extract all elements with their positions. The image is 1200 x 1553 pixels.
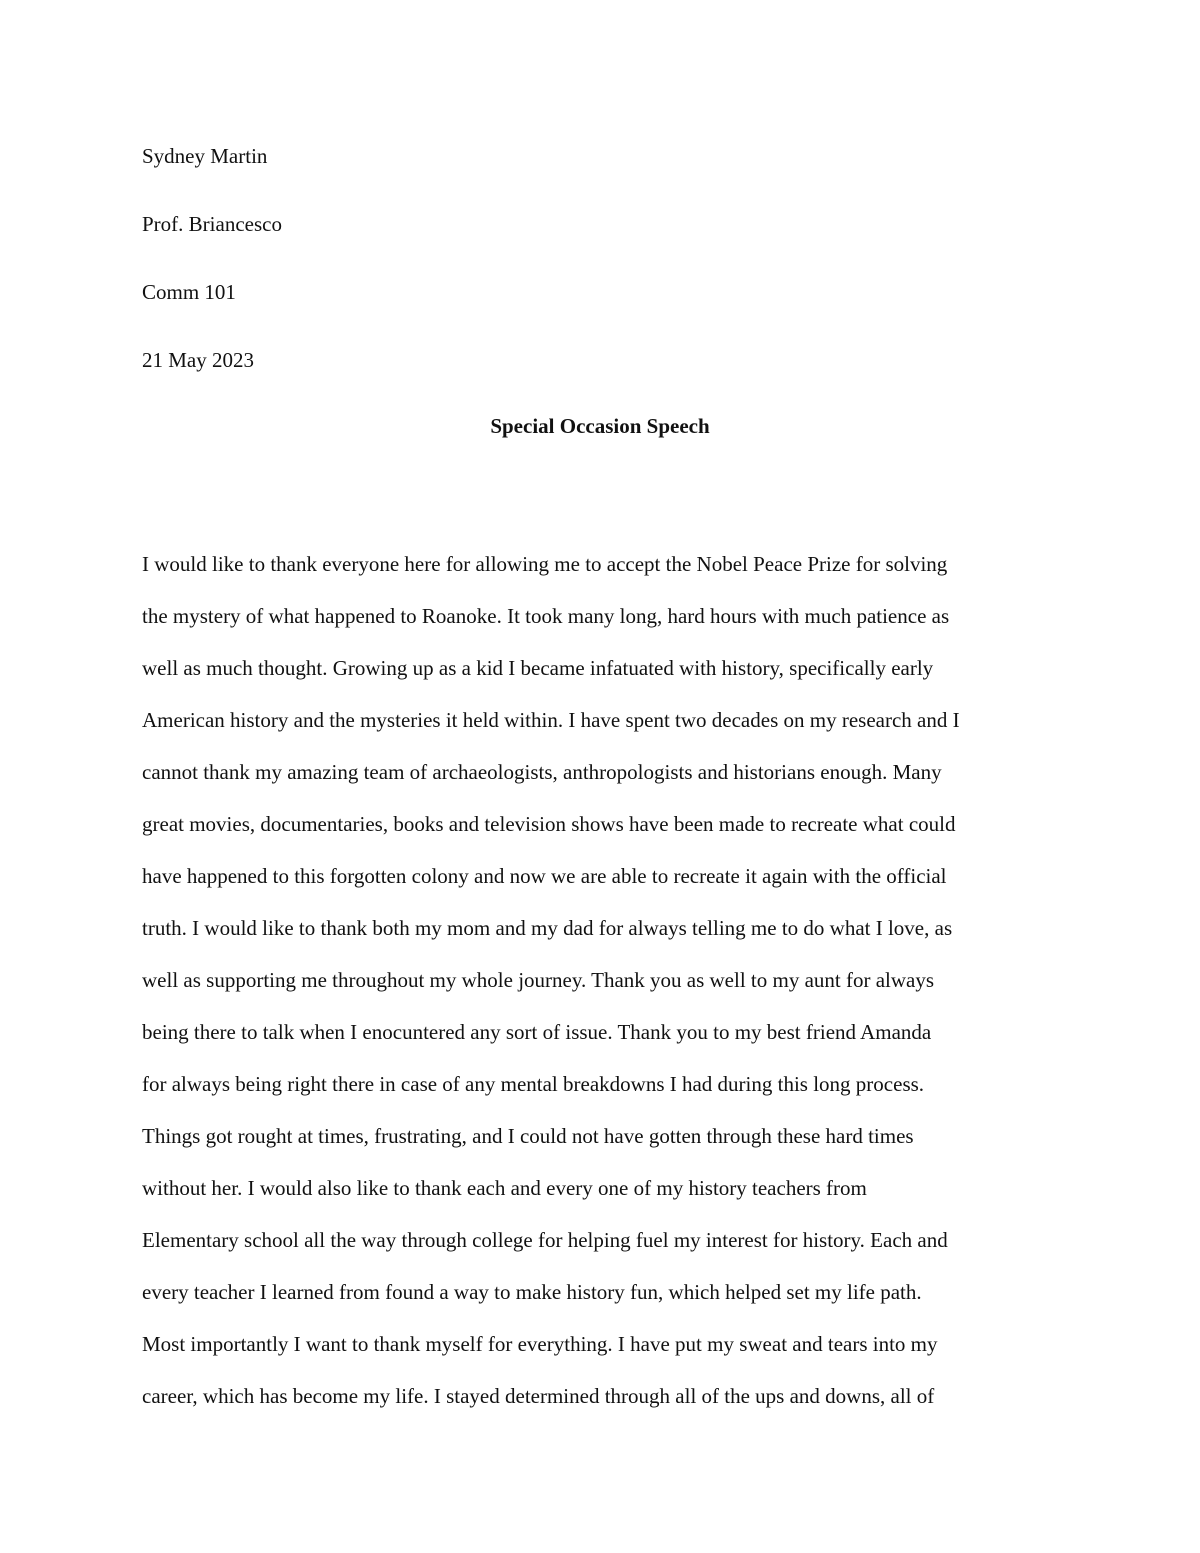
professor-name: Prof. Briancesco xyxy=(142,212,282,236)
body-line: career, which has become my life. I stayed determined through all of the ups and downs, all of xyxy=(142,1384,935,1408)
body-line: Most importantly I want to thank myself for everything. I have put my sweat and tears into my xyxy=(142,1332,938,1356)
body-line: Elementary school all the way through college for helping fuel my interest for history. Each and xyxy=(142,1228,948,1252)
course-name: Comm 101 xyxy=(142,280,236,304)
body-line: the mystery of what happened to Roanoke. It took many long, hard hours with much patience as xyxy=(142,604,950,628)
document-title: Special Occasion Speech xyxy=(490,414,710,438)
body-line: cannot thank my amazing team of archaeologists, anthropologists and historians enough. Many xyxy=(142,760,942,784)
body-line: well as much thought. Growing up as a kid I became infatuated with history, specifically early xyxy=(142,656,934,680)
body-line: without her. I would also like to thank each and every one of my history teachers from xyxy=(142,1176,867,1200)
body-line: every teacher I learned from found a way to make history fun, which helped set my life path. xyxy=(142,1280,922,1304)
body-line: Things got rought at times, frustrating, and I could not have gotten through these hard times xyxy=(142,1124,914,1148)
body-line: have happened to this forgotten colony and now we are able to recreate it again with the official xyxy=(142,864,947,888)
body-line: well as supporting me throughout my whole journey. Thank you as well to my aunt for always xyxy=(142,968,935,992)
document-date: 21 May 2023 xyxy=(142,348,254,372)
body-line: for always being right there in case of any mental breakdowns I had during this long process. xyxy=(142,1072,925,1096)
body-line: I would like to thank everyone here for allowing me to accept the Nobel Peace Prize for solving xyxy=(142,552,948,576)
body-line: great movies, documentaries, books and television shows have been made to recreate what could xyxy=(142,812,956,836)
author-name: Sydney Martin xyxy=(142,144,268,168)
body-line: being there to talk when I enocuntered any sort of issue. Thank you to my best friend Amanda xyxy=(142,1020,932,1044)
body-line: truth. I would like to thank both my mom and my dad for always telling me to do what I love, as xyxy=(142,916,953,940)
body-line: American history and the mysteries it held within. I have spent two decades on my research and I xyxy=(142,708,960,732)
